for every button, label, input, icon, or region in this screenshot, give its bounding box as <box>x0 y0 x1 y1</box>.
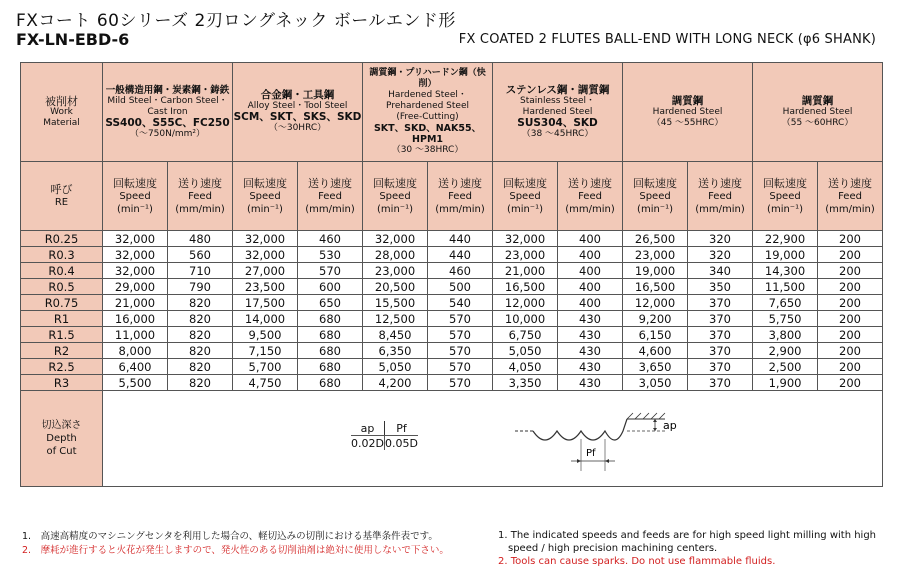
diagram-ap-label: ap <box>663 419 677 432</box>
speed-cell: 15,500 <box>363 295 428 311</box>
speed-label-5: 回転速度 Speed (min⁻¹) <box>623 162 688 231</box>
speed-cell: 3,800 <box>753 327 818 343</box>
speed-cell: 14,000 <box>233 311 298 327</box>
feed-cell: 370 <box>688 327 753 343</box>
depth-of-cut-diagram <box>515 401 705 481</box>
feed-cell: 460 <box>428 263 493 279</box>
feed-label-5: 送り速度 Feed (mm/min) <box>688 162 753 231</box>
speed-label-4: 回転速度 Speed (min⁻¹) <box>493 162 558 231</box>
speed-cell: 4,200 <box>363 375 428 391</box>
feed-cell: 400 <box>558 295 623 311</box>
cutting-conditions-table <box>20 62 883 487</box>
speed-cell: 11,500 <box>753 279 818 295</box>
feed-cell: 480 <box>168 231 233 247</box>
feed-cell: 820 <box>168 295 233 311</box>
footnotes-japanese <box>22 530 449 558</box>
speed-cell: 23,000 <box>363 263 428 279</box>
feed-cell: 370 <box>688 359 753 375</box>
feed-cell: 400 <box>558 231 623 247</box>
re-cell: R1 <box>21 311 103 327</box>
feed-cell: 370 <box>688 295 753 311</box>
speed-cell: 9,200 <box>623 311 688 327</box>
speed-cell: 32,000 <box>493 231 558 247</box>
material-header-row <box>21 63 883 162</box>
feed-cell: 440 <box>428 247 493 263</box>
depth-of-cut-row <box>21 391 883 487</box>
material-prehardened-steel: 調質鋼・プリハードン鋼（快削） Hardened Steel・ Prehardened Steel (Free-Cutting) SKT、SKD、NAK55、HPM1 （30 ～38HRC） <box>363 63 493 162</box>
speed-cell: 4,050 <box>493 359 558 375</box>
feed-label-1: 送り速度 Feed (mm/min) <box>168 162 233 231</box>
speed-cell: 6,350 <box>363 343 428 359</box>
feed-cell: 200 <box>818 343 883 359</box>
feed-cell: 200 <box>818 231 883 247</box>
material-hardened-steel-55-60: 調質鋼 Hardened Steel （55 ～60HRC） <box>753 63 883 162</box>
speed-label-3: 回転速度 Speed (min⁻¹) <box>363 162 428 231</box>
feed-cell: 530 <box>298 247 363 263</box>
feed-cell: 680 <box>298 327 363 343</box>
speed-cell: 12,500 <box>363 311 428 327</box>
feed-cell: 680 <box>298 359 363 375</box>
feed-cell: 350 <box>688 279 753 295</box>
material-hardened-steel-45-55: 調質鋼 Hardened Steel （45 ～55HRC） <box>623 63 753 162</box>
feed-cell: 200 <box>818 375 883 391</box>
depth-of-cut-content <box>103 391 883 487</box>
feed-cell: 650 <box>298 295 363 311</box>
speed-cell: 23,000 <box>493 247 558 263</box>
table-row <box>21 359 883 375</box>
speed-cell: 2,900 <box>753 343 818 359</box>
feed-cell: 320 <box>688 231 753 247</box>
feed-cell: 430 <box>558 327 623 343</box>
feed-cell: 200 <box>818 311 883 327</box>
table-row <box>21 343 883 359</box>
feed-cell: 680 <box>298 343 363 359</box>
column-label-row <box>21 162 883 231</box>
feed-cell: 370 <box>688 343 753 359</box>
feed-cell: 570 <box>428 343 493 359</box>
speed-cell: 6,400 <box>103 359 168 375</box>
footnote-jp-1: 1. 高速高精度のマシニングセンタを利用した場合の、軽切込みの切削における基準条件表です。 <box>22 531 438 542</box>
feed-cell: 340 <box>688 263 753 279</box>
speed-cell: 27,000 <box>233 263 298 279</box>
speed-cell: 3,350 <box>493 375 558 391</box>
feed-cell: 570 <box>428 359 493 375</box>
speed-cell: 5,050 <box>493 343 558 359</box>
speed-cell: 19,000 <box>623 263 688 279</box>
header <box>16 6 884 49</box>
speed-cell: 17,500 <box>233 295 298 311</box>
speed-cell: 1,900 <box>753 375 818 391</box>
feed-cell: 200 <box>818 359 883 375</box>
speed-label-2: 回転速度 Speed (min⁻¹) <box>233 162 298 231</box>
speed-cell: 22,900 <box>753 231 818 247</box>
speed-cell: 12,000 <box>493 295 558 311</box>
speed-cell: 23,500 <box>233 279 298 295</box>
speed-cell: 29,000 <box>103 279 168 295</box>
feed-cell: 570 <box>428 311 493 327</box>
feed-cell: 820 <box>168 327 233 343</box>
speed-cell: 21,000 <box>103 295 168 311</box>
speed-cell: 5,500 <box>103 375 168 391</box>
speed-cell: 32,000 <box>233 247 298 263</box>
diagram-pf-label: Pf <box>586 448 596 459</box>
speed-cell: 16,000 <box>103 311 168 327</box>
speed-cell: 16,500 <box>493 279 558 295</box>
feed-label-3: 送り速度 Feed (mm/min) <box>428 162 493 231</box>
feed-cell: 600 <box>298 279 363 295</box>
title-english: FX COATED 2 FLUTES BALL-END WITH LONG NECK (φ6 SHANK) <box>458 32 876 47</box>
speed-cell: 7,150 <box>233 343 298 359</box>
speed-cell: 2,500 <box>753 359 818 375</box>
feed-cell: 430 <box>558 375 623 391</box>
feed-cell: 570 <box>298 263 363 279</box>
feed-cell: 200 <box>818 327 883 343</box>
feed-cell: 440 <box>428 231 493 247</box>
work-material-label: 被削材 Work Material <box>21 63 103 162</box>
speed-cell: 23,000 <box>623 247 688 263</box>
speed-cell: 12,000 <box>623 295 688 311</box>
footnote-en-1: 1. The indicated speeds and feeds are for high speed light milling with high <box>498 530 877 541</box>
feed-label-4: 送り速度 Feed (mm/min) <box>558 162 623 231</box>
re-cell: R2.5 <box>21 359 103 375</box>
table-row <box>21 327 883 343</box>
table-row <box>21 311 883 327</box>
speed-cell: 3,650 <box>623 359 688 375</box>
material-mild-steel: 一般構造用鋼・炭素鋼・鋳鉄 Mild Steel・Carbon Steel・ Cast Iron SS400、S55C、FC250 （～750N/mm²） <box>103 63 233 162</box>
re-cell: R0.25 <box>21 231 103 247</box>
speed-label-1: 回転速度 Speed (min⁻¹) <box>103 162 168 231</box>
feed-cell: 790 <box>168 279 233 295</box>
title-japanese: FXコート 60シリーズ 2刃ロングネック ボールエンド形 <box>16 11 456 31</box>
feed-cell: 320 <box>688 247 753 263</box>
pf-value: 0.05D <box>384 436 418 450</box>
feed-cell: 460 <box>298 231 363 247</box>
data-body <box>21 231 883 391</box>
speed-cell: 9,500 <box>233 327 298 343</box>
footnotes-english <box>498 529 888 568</box>
speed-cell: 32,000 <box>363 231 428 247</box>
feed-cell: 820 <box>168 359 233 375</box>
feed-cell: 500 <box>428 279 493 295</box>
speed-cell: 32,000 <box>103 247 168 263</box>
speed-cell: 5,050 <box>363 359 428 375</box>
speed-cell: 4,600 <box>623 343 688 359</box>
feed-cell: 200 <box>818 295 883 311</box>
feed-cell: 540 <box>428 295 493 311</box>
speed-cell: 8,450 <box>363 327 428 343</box>
feed-cell: 560 <box>168 247 233 263</box>
feed-cell: 820 <box>168 375 233 391</box>
footnote-en-1-cont: speed / high precision machining centers. <box>508 543 718 554</box>
speed-cell: 11,000 <box>103 327 168 343</box>
ap-value: 0.02D <box>351 436 384 450</box>
feed-cell: 400 <box>558 263 623 279</box>
speed-cell: 7,650 <box>753 295 818 311</box>
speed-cell: 21,000 <box>493 263 558 279</box>
depth-of-cut-label: 切込深さ Depth of Cut <box>21 391 103 487</box>
table-row <box>21 375 883 391</box>
speed-cell: 5,700 <box>233 359 298 375</box>
speed-cell: 6,150 <box>623 327 688 343</box>
feed-cell: 570 <box>428 375 493 391</box>
depth-values-table <box>351 421 418 450</box>
feed-cell: 820 <box>168 343 233 359</box>
material-stainless-steel: ステンレス鋼・調質鋼 Stainless Steel・ Hardened Steel SUS304、SKD （38 ～45HRC） <box>493 63 623 162</box>
feed-cell: 430 <box>558 311 623 327</box>
feed-cell: 710 <box>168 263 233 279</box>
speed-cell: 16,500 <box>623 279 688 295</box>
re-cell: R0.5 <box>21 279 103 295</box>
feed-cell: 430 <box>558 359 623 375</box>
feed-cell: 200 <box>818 263 883 279</box>
footnote-en-2-warning: 2. Tools can cause sparks. Do not use flammable fluids. <box>498 556 776 567</box>
re-cell: R1.5 <box>21 327 103 343</box>
pf-header: Pf <box>384 421 417 436</box>
speed-cell: 28,000 <box>363 247 428 263</box>
re-cell: R0.3 <box>21 247 103 263</box>
re-cell: R3 <box>21 375 103 391</box>
feed-label-6: 送り速度 Feed (mm/min) <box>818 162 883 231</box>
speed-cell: 20,500 <box>363 279 428 295</box>
speed-cell: 4,750 <box>233 375 298 391</box>
table-row <box>21 231 883 247</box>
feed-cell: 200 <box>818 279 883 295</box>
feed-cell: 820 <box>168 311 233 327</box>
footnote-jp-2-warning: 2. 摩耗が進行すると火花が発生しますので、発火性のある切削油剤は絶対に使用しないで下さい。 <box>22 545 449 556</box>
speed-cell: 10,000 <box>493 311 558 327</box>
material-alloy-steel: 合金鋼・工具鋼 Alloy Steel・Tool Steel SCM、SKT、SKS、SKD （～30HRC） <box>233 63 363 162</box>
speed-cell: 5,750 <box>753 311 818 327</box>
table-row <box>21 295 883 311</box>
table-row <box>21 279 883 295</box>
re-cell: R0.75 <box>21 295 103 311</box>
ap-header: ap <box>351 421 384 436</box>
feed-label-2: 送り速度 Feed (mm/min) <box>298 162 363 231</box>
speed-cell: 19,000 <box>753 247 818 263</box>
table-row <box>21 263 883 279</box>
product-code: FX-LN-EBD-6 <box>16 30 130 49</box>
feed-cell: 370 <box>688 311 753 327</box>
re-cell: R0.4 <box>21 263 103 279</box>
feed-cell: 680 <box>298 375 363 391</box>
feed-cell: 370 <box>688 375 753 391</box>
speed-cell: 3,050 <box>623 375 688 391</box>
re-label: 呼び RE <box>21 162 103 231</box>
re-cell: R2 <box>21 343 103 359</box>
feed-cell: 430 <box>558 343 623 359</box>
speed-label-6: 回転速度 Speed (min⁻¹) <box>753 162 818 231</box>
speed-cell: 6,750 <box>493 327 558 343</box>
speed-cell: 32,000 <box>103 231 168 247</box>
feed-cell: 680 <box>298 311 363 327</box>
speed-cell: 8,000 <box>103 343 168 359</box>
feed-cell: 400 <box>558 247 623 263</box>
speed-cell: 26,500 <box>623 231 688 247</box>
feed-cell: 570 <box>428 327 493 343</box>
speed-cell: 32,000 <box>233 231 298 247</box>
speed-cell: 32,000 <box>103 263 168 279</box>
speed-cell: 14,300 <box>753 263 818 279</box>
feed-cell: 400 <box>558 279 623 295</box>
table-row <box>21 247 883 263</box>
feed-cell: 200 <box>818 247 883 263</box>
